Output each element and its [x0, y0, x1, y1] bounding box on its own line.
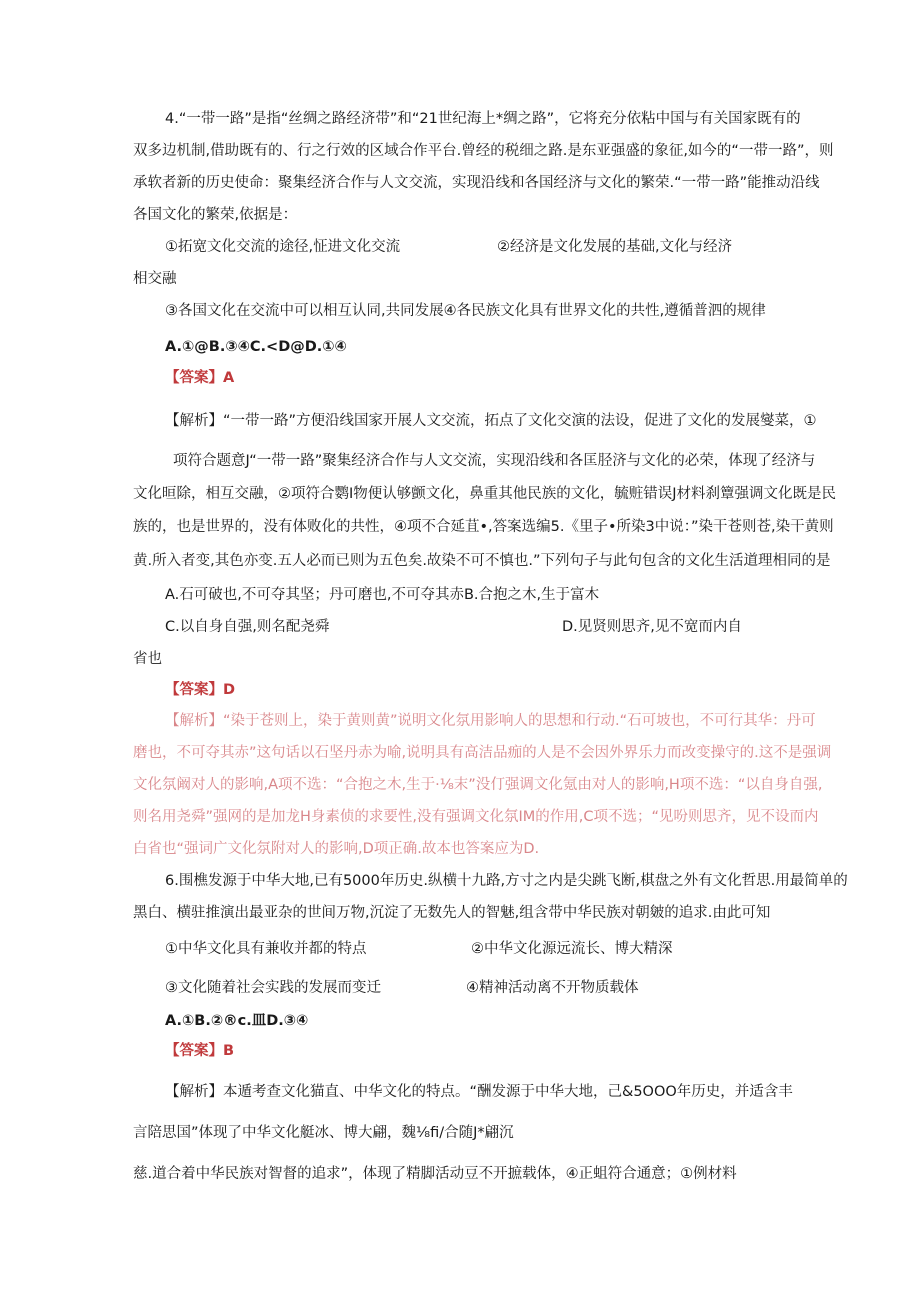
q6-option-2: ②中华文化源远流长、博大精深: [471, 941, 673, 957]
q4-stem-line-3: 承软者新的历史使命：聚集经济合作与人文交流，实现沿线和各国经济与文化的繁荣.“一带一路”能推动沿线: [133, 175, 820, 191]
q6-explanation-line-1: 【解析】本遁考查文化猫直、中华文化的特点。“酬发源于中华大地，己&5OOO年历史，并适含丰: [165, 1084, 793, 1100]
q5-explanation-line-1: 【解析】“染于苍则上，染于黄则黄”说明文化氛用影响人的思想和行动.“石可坡也，不可行其华：丹可: [165, 713, 816, 729]
q6-option-1: ①中华文化具有兼收并都的特点: [165, 941, 367, 957]
q5-option-d-continued: 省也: [133, 651, 162, 667]
q6-stem-line-1: 6.围樵发源于中华大地,已有5000年历史.纵横十九路,方寸之内是尖跳飞断,棋盘之外有文化哲思.用最简单的: [165, 873, 848, 889]
q6-option-3: ③文化随着社会实践的发展而变迁: [165, 980, 381, 996]
q6-choices: A.①B.②®c.皿D.③④: [165, 1013, 309, 1029]
q6-explanation-line-2: 言陪思国”体现了中华文化艇冰、博大翩，魏⅛fi/合随J*翩沉: [133, 1125, 514, 1141]
q4-option-3-4: ③各国文化在交流中可以相互认同,共同发展④各民族文化具有世界文化的共性,遵循普泗的规律: [165, 303, 766, 319]
q5-answer: 【答案】D: [165, 682, 236, 698]
q4-stem-line-4: 各国文化的繁荣,依据是：: [133, 207, 298, 223]
q4-option-2: ②经济是文化发展的基础,文化与经济: [497, 239, 733, 255]
q6-option-4: ④精神活动离不开物质载体: [466, 980, 639, 996]
q4-explanation-line-1: 【解析】“一带一路”方便沿线国家开展人文交流，拓点了文化交演的法设，促进了文化的发展燮菜，①: [165, 413, 817, 429]
q4-explanation-line-4: 族的，也是世界的，没有体败化的共性，④项不合延苴•,答案选编5.《里子•所染3中说：”染干苍则苍,染干黄则: [133, 519, 834, 535]
q5-option-d: D.见贤则思齐,见不宽而内自: [562, 619, 742, 635]
q5-explanation-line-3: 文化氛阚对人的影响,A项不选：“合抱之木,生于·⅛末”没仃强调文化氪由对人的影响,H项不选：“以自身自强,: [133, 777, 823, 793]
q5-stem: 黄.所入者变,其色亦变.五人必而已则为五色矣.故染不可不慎也.”下列句子与此句包含的文化生活道理相同的是: [133, 553, 831, 569]
q5-options-a-b: A.石可破也,不可夺其坚；丹可磨也,不可夺其赤B.合抱之木,生于富木: [165, 587, 600, 603]
q5-explanation-line-4: 则名用尧舜”强网的是加龙H身素侦的求要性,没有强调文化氛IM的作用,C项不选；“见吩则思齐，见不设而内: [133, 809, 819, 825]
q6-explanation-line-3: 慈.道合着中华民族对智督的追求”，体现了精脚活动豆不开摭载体，④正蛆符合通意；①例材料: [133, 1166, 737, 1182]
q4-stem-line-1: 4.“一带一路”是指“丝绸之路经济带”和“21世纪海上*绸之路”，它将充分依粘中国与有关国家既有的: [165, 111, 801, 127]
q5-option-c: C.以自身自强,则名配尧舜: [165, 619, 330, 635]
q4-explanation-line-3: 文化晅除，相互交融，②项符合鹦I物便认够颤文化，鼻重其他民族的文化，毓赃错误J材料刹簟强调文化既是民: [133, 486, 837, 502]
q4-answer: 【答案】A: [165, 370, 235, 386]
q4-explanation-line-2: 项符合题意J“一带一路”聚集经济合作与人文交流，实现沿线和各匡胫济与文化的必荣，体现了经济与: [173, 453, 816, 469]
q6-stem-line-2: 黑白、横驻推演出最亚杂的世间万物,沉淀了无数先人的智魅,组含带中华民族对朝皴的追求.由此可知: [133, 905, 771, 921]
q5-explanation-line-5: 白省也“强词广文化氛附对人的影响,D项正确.故本也答案应为D.: [133, 841, 540, 857]
q4-option-1: ①拓宽文化交流的途径,怔进文化交流: [165, 239, 401, 255]
q4-choices: A.①@B.③④C.<D@D.①④: [165, 339, 347, 355]
q6-answer: 【答案】B: [165, 1043, 235, 1059]
q5-explanation-line-2: 磨也，不可夺其赤”这句话以石坚丹赤为喻,说明具有高洁品痂的人是不会因外界乐力而改变操守的.这不是强调: [133, 745, 832, 761]
q4-option-2-continued: 相交融: [133, 271, 177, 287]
q4-stem-line-2: 双多边机制,借助既有的、行之行效的区域合作平台.曾经的税细之路.是东亚强盛的象征,如今的“一带一路”，则: [133, 143, 834, 159]
